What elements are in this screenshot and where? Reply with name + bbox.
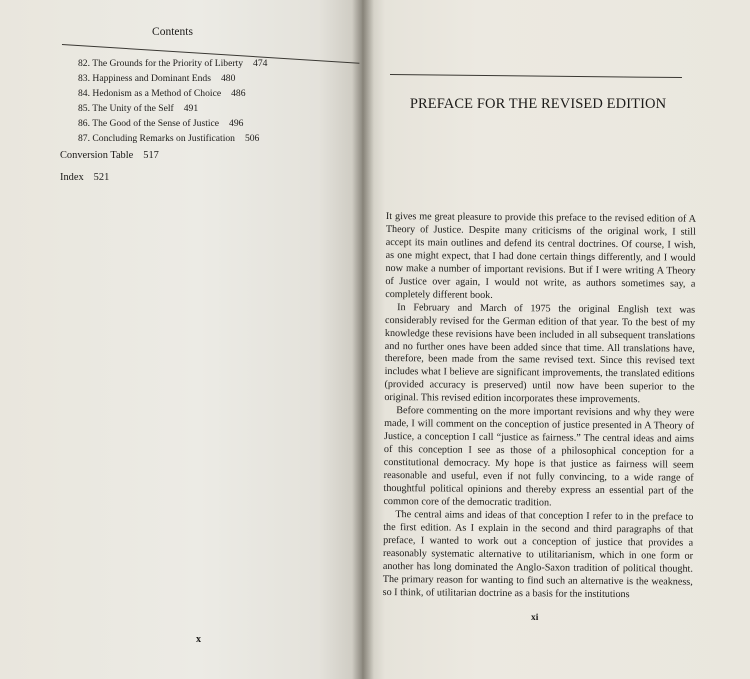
page-number-left: x — [196, 634, 201, 645]
toc-entry-page: 517 — [143, 150, 159, 161]
page-number-right: xi — [531, 613, 539, 623]
toc-entry-title: 82. The Grounds for the Priority of Liberty — [78, 58, 244, 69]
toc-entry-page: 474 — [253, 58, 268, 69]
toc-entry-title: 84. Hedonism as a Method of Choice — [78, 88, 222, 99]
paragraph: It gives me great pleasure to provide this preface to the revised edition of A Theory of Justice. Despite many criticisms of the original work, I still accept its main outlines and defend its central doctrines. Of course, I wish, as one might expect, that I had done certain things differently, and I would now make a number of important revisions. But if I were writing A Theory of Justice over again, I would not write, as authors sometimes say, a completely different book. — [385, 211, 696, 301]
toc-entry-page: 491 — [183, 103, 199, 114]
toc-entry-title: 85. The Unity of the Self — [78, 103, 174, 114]
chapter-title: PREFACE FOR THE REVISED EDITION — [409, 96, 667, 112]
toc-entry-page: 480 — [220, 73, 236, 84]
toc-list — [78, 56, 338, 146]
toc-entry — [78, 116, 338, 131]
toc-conversion-table — [60, 150, 159, 161]
toc-entry-title: 83. Happiness and Dominant Ends — [78, 73, 211, 84]
paragraph: The central aims and ideas of that conception I refer to in the preface to the first edition. As I explain in the second and third paragraphs of that preface, I wanted to work out a conception of justice that provides a reasonably systematic alternative to utilitarianism, which in one form or another has long dominated the Anglo-Saxon tradition of political thought. The primary reason for wanting to find such an alternative is the weakness, so I think, of utilitarian doctrine as a basis for the institutions — [382, 509, 694, 600]
toc-entry-title: Index — [60, 172, 84, 183]
toc-entry — [78, 56, 338, 71]
toc-entry — [78, 131, 338, 146]
book-gutter — [352, 0, 374, 679]
toc-entry-page: 521 — [93, 172, 110, 183]
toc-entry-page: 496 — [229, 118, 244, 129]
paragraph: Before commenting on the more important revisions and why they were made, I will comment on the conception of justice presented in A Theory of Justice, a conception I call “justice as fairness.” The central ideas and aims of this conception I see as those of a philosophical conception for a constitutional democracy. My hope is that justice as fairness will seem reasonable and useful, even if not fully convincing, to a wide range of thoughtful political opinions and thereby express an essential part of the common core of the democratic tradition. — [383, 405, 695, 509]
paragraph: In February and March of 1975 the original English text was considerably revised for the German edition of that year. To the best of my knowledge these revisions have been included in all subsequent translations and no further ones have been added since that time. All translations have, therefore, been made from the same revised text. Since this revised text includes what I believe are significant improvements, the translated editions (provided accuracy is preserved) until now have been superior to the original. This revised edition incorporates these improvements. — [384, 301, 696, 406]
toc-entry-page: 506 — [244, 133, 260, 144]
toc-entry-title: Conversion Table — [60, 150, 134, 161]
toc-entry-title: 87. Concluding Remarks on Justification — [78, 133, 235, 144]
toc-entry — [78, 86, 338, 101]
toc-entry-title: 86. The Good of the Sense of Justice — [78, 118, 220, 129]
toc-entry — [78, 71, 338, 86]
toc-entry — [78, 101, 338, 116]
running-head: Contents — [152, 26, 193, 38]
toc-index — [60, 172, 109, 183]
preface-body — [383, 211, 696, 602]
toc-entry-page: 486 — [231, 88, 246, 99]
